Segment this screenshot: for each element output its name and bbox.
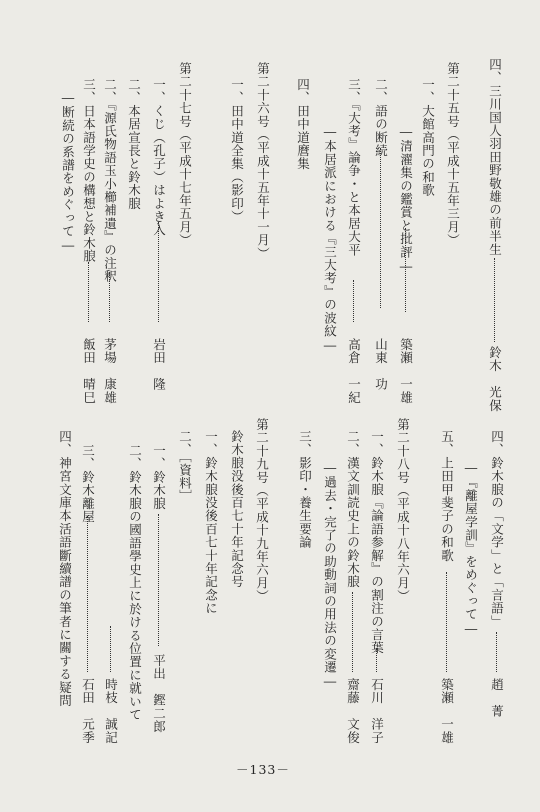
- entry-author: 趙 菁: [489, 678, 505, 718]
- issue-heading: 第二十九号（平成十九年六月）: [254, 418, 270, 603]
- entry-author: 山東 功: [373, 338, 389, 391]
- entry-title: 五、上田甲斐子の和歌: [439, 430, 455, 562]
- entry-title: 二、『源氏物語玉小櫛補遺』の注釈: [102, 78, 118, 283]
- issue-heading: 第二十六号（平成十五年十一月）: [255, 62, 271, 260]
- issue-heading: 第二十七号（平成十七年五月）: [177, 62, 193, 247]
- entry-subtitle: ―断続の系譜をめぐって―: [60, 90, 76, 254]
- leader-dots: [446, 572, 447, 672]
- leader-dots: [353, 280, 354, 322]
- entry-title: 三、日本語学史の構想と鈴木朖: [81, 78, 97, 263]
- leader-dots: [158, 514, 159, 646]
- entry-subtitle: ―『離屋学訓』をめぐって―: [463, 460, 479, 637]
- entry-author: 石川 洋子: [369, 678, 385, 744]
- leader-dots: [87, 516, 88, 672]
- entry-subtitle: ―過去・完了の助動詞の用法の変遷―: [322, 460, 338, 690]
- entry-author: 飯田 晴巳: [81, 338, 97, 404]
- entry-title: 四、鈴木朖の「文学」と「言語」: [489, 430, 505, 628]
- entry-title: 二、本居宣長と鈴木朖: [126, 78, 142, 210]
- entry-author: 築瀬 一雄: [398, 338, 414, 404]
- entry-author: 平出 鏗二郎: [151, 654, 167, 734]
- leader-dots: [352, 592, 353, 672]
- entry-subtitle: ―本居派における『三大考』の波紋―: [322, 124, 338, 354]
- entry-author: 岩田 隆: [151, 338, 167, 391]
- entry-title: 三、鈴木離屋: [80, 444, 96, 524]
- leader-dots: [496, 632, 497, 672]
- entry-author: 鈴木 光保: [487, 346, 503, 412]
- entry-title: 一、鈴木朖没後百七十年記念に: [203, 430, 219, 615]
- entry-title: 一、くじ（孔子）はよき入: [151, 78, 167, 237]
- page-number: －133－: [236, 762, 290, 777]
- entry-author: 高倉 一紀: [346, 338, 362, 404]
- entry-author: 茅場 康雄: [102, 338, 118, 404]
- leader-dots: [110, 626, 111, 672]
- entry-title: 四、三川国人羽田野敬雄の前半生: [487, 58, 503, 256]
- entry-author: 時枝 誠記: [103, 678, 119, 744]
- entry-title: 三、影印・養生要論: [297, 430, 313, 549]
- leader-dots: [376, 648, 377, 672]
- entry-subtitle: ―清濯集の鑑賞と批評―: [398, 124, 414, 275]
- leader-dots: [380, 148, 381, 308]
- entry-title: 二、［資料］: [177, 430, 193, 503]
- entry-title: 二、語の断続: [373, 78, 389, 158]
- entry-title: 四、神宮文庫本活語斷續譜の筆者に關する疑問: [57, 430, 73, 708]
- issue-heading: 第二十八号（平成十八年六月）: [395, 418, 411, 603]
- leader-dots: [109, 272, 110, 322]
- entry-title: 三、『大考』論争・と本居大平: [346, 78, 362, 257]
- entry-author: 齋藤 文俊: [345, 678, 361, 744]
- entry-title: 四、田中道麿集: [295, 78, 311, 171]
- entry-title: 一、大館高門の和歌: [420, 78, 436, 197]
- leader-dots: [88, 262, 89, 322]
- entry-author: 築瀬 一雄: [439, 678, 455, 744]
- issue-heading: 第二十五号（平成十五年三月）: [445, 62, 461, 247]
- entry-title: 二、漢文訓読史上の鈴木朖: [345, 430, 361, 589]
- leader-dots: [158, 222, 159, 322]
- leader-dots: [405, 228, 406, 312]
- entry-title: 一、鈴木朖『論語参解』の割注の言葉: [369, 430, 385, 655]
- issue-subtitle: 鈴木朖没後百七十年記念号: [229, 430, 245, 589]
- entry-title: 二、鈴木朖の國語學史上に於ける位置に就いて: [127, 444, 143, 722]
- entry-title: 一、田中道全集（影印）: [229, 78, 245, 224]
- entry-author: 石田 元季: [80, 678, 96, 744]
- entry-title: 一、鈴木朖: [151, 444, 167, 510]
- leader-dots: [494, 258, 495, 342]
